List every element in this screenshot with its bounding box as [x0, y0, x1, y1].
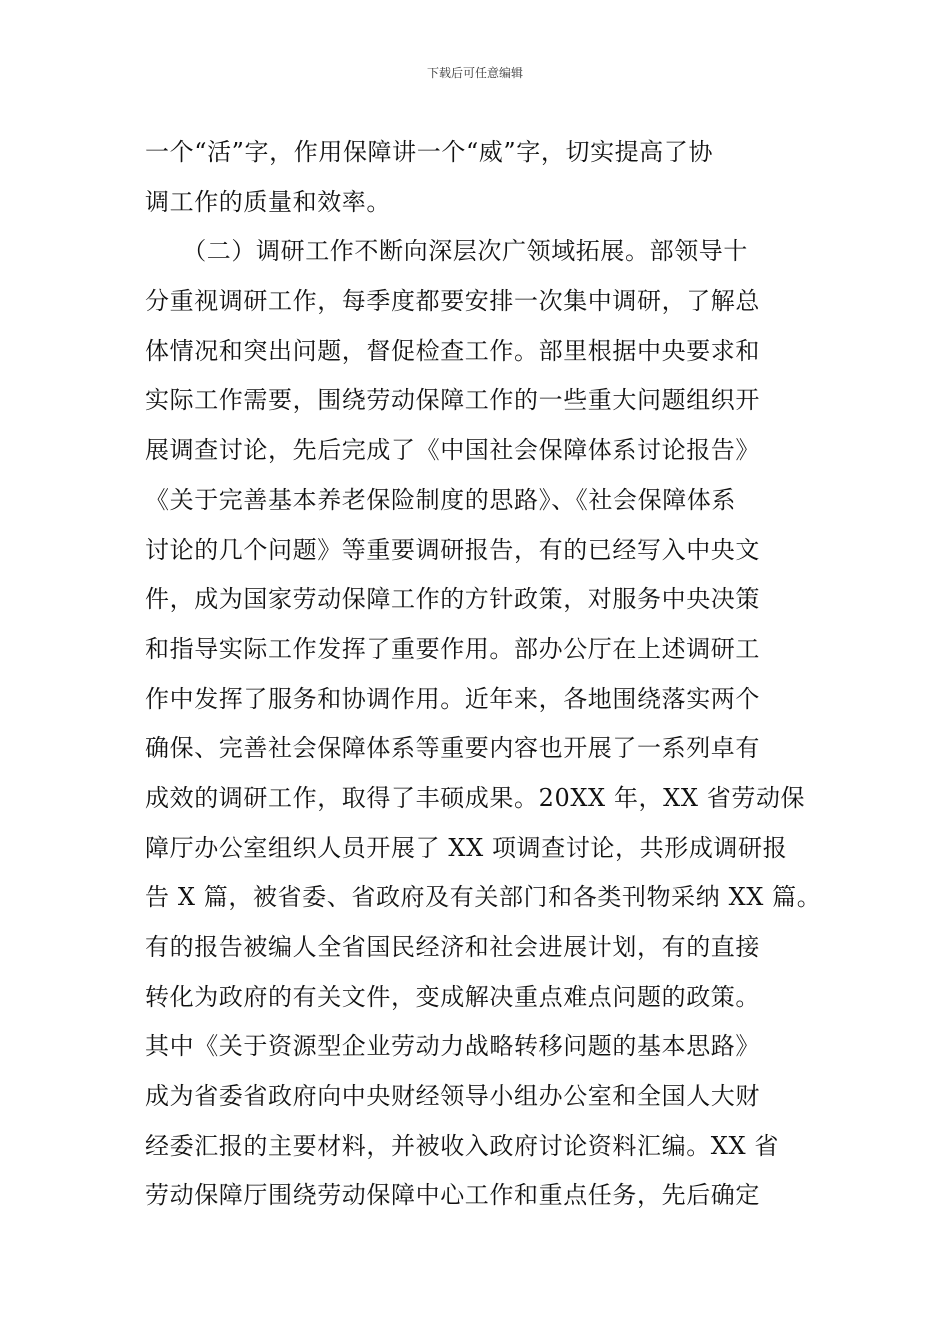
- body-line: 成为省委省政府向中央财经领导小组办公室和全国人大财: [145, 1082, 760, 1111]
- body-line: 和指导实际工作发挥了重要作用。部办公厅在上述调研工: [145, 634, 760, 663]
- body-line: 障厅办公室组织人员开展了 XX 项调查讨论，共形成调研报: [145, 833, 788, 862]
- body-line: 实际工作需要，围绕劳动保障工作的一些重大问题组织开: [145, 386, 760, 415]
- body-line: 成效的调研工作，取得了丰硕成果。20XX 年，XX 省劳动保: [145, 783, 806, 812]
- document-body: [145, 128, 825, 1221]
- page-header: 下载后可任意编辑: [426, 66, 523, 80]
- body-line: 展调查讨论，先后完成了《中国社会保障体系讨论报告》: [145, 436, 760, 465]
- body-line: 劳动保障厅围绕劳动保障中心工作和重点任务，先后确定: [145, 1181, 760, 1210]
- body-line: 其中《关于资源型企业劳动力战略转移问题的基本思路》: [145, 1032, 760, 1061]
- body-line: 《关于完善基本养老保险制度的思路》、《社会保障体系: [145, 485, 736, 514]
- body-line: 分重视调研工作，每季度都要安排一次集中调研，了解总: [145, 287, 760, 316]
- body-line: 有的报告被编人全省国民经济和社会进展计划，有的直接: [145, 933, 760, 961]
- body-line: 告 X 篇，被省委、省政府及有关部门和各类刊物采纳 XX 篇。: [145, 883, 822, 912]
- body-line: 讨论的几个问题》等重要调研报告，有的已经写入中央文: [145, 535, 760, 564]
- body-line: 一个“活”字，作用保障讲一个“威”字，切实提高了协: [145, 138, 714, 166]
- body-line: （二）调研工作不断向深层次广领域拓展。部领导十: [145, 237, 748, 266]
- body-line: 确保、完善社会保障体系等重要内容也开展了一系列卓有: [145, 734, 760, 763]
- body-line: 件，成为国家劳动保障工作的方针政策，对服务中央决策: [145, 585, 760, 614]
- body-line: 转化为政府的有关文件，变成解决重点难点问题的政策。: [145, 982, 760, 1011]
- body-line: 调工作的质量和效率。: [145, 187, 391, 216]
- body-line: 体情况和突出问题，督促检查工作。部里根据中央要求和: [145, 336, 760, 365]
- body-line: 作中发挥了服务和协调作用。近年来，各地围绕落实两个: [145, 684, 760, 713]
- body-line: 经委汇报的主要材料，并被收入政府讨论资料汇编。XX 省: [145, 1131, 779, 1160]
